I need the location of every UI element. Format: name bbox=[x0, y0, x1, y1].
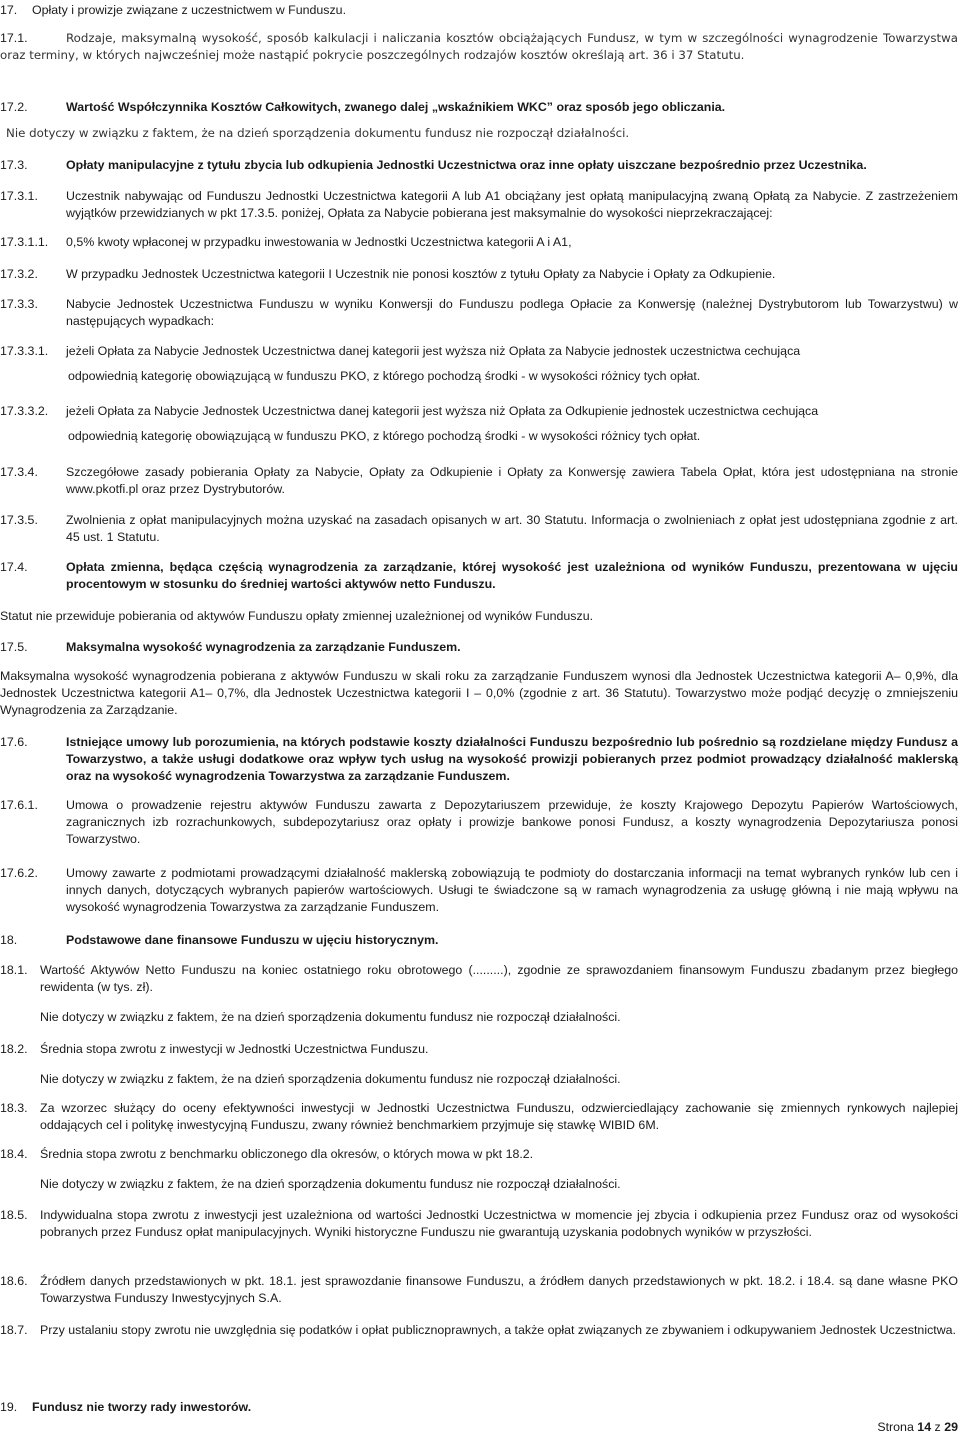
section-number: 17.2. bbox=[0, 100, 28, 114]
section-number: 17.3.4. bbox=[0, 465, 38, 479]
section-number: 18.4. bbox=[0, 1147, 28, 1161]
section-number: 18.3. bbox=[0, 1101, 28, 1115]
section-continuation: odpowiednią kategorię obowiązującą w funduszu PKO, z którego pochodzą środki - w wysokości różnicy tych opłat. bbox=[68, 429, 701, 443]
section-number: 19. bbox=[0, 1400, 18, 1414]
section-number: 17.5. bbox=[0, 640, 28, 654]
section-text: Szczegółowe zasady pobierania Opłaty za Nabycie, Opłaty za Odkupienie i Opłaty za Konwersję zawiera Tabela Opłat, która jest udostępniana na stronie www.pkotfi.pl oraz przez Dystrybutorów. bbox=[66, 465, 958, 496]
page-number: 14 bbox=[917, 1420, 932, 1434]
section-text: Źródłem danych przedstawionych w pkt. 18.1. jest sprawozdanie finansowe Funduszu, a źródłem danych przedstawionych w pkt. 18.2. i 18.4. są dane własne PKO Towarzystwa Funduszy Inwestycyjnych S.A. bbox=[40, 1274, 958, 1305]
section-number: 18.7. bbox=[0, 1323, 28, 1337]
page-separator: z bbox=[934, 1420, 941, 1434]
section-heading: Podstawowe dane finansowe Funduszu w ujęciu historycznym. bbox=[66, 933, 439, 947]
section-heading: Istniejące umowy lub porozumienia, na których podstawie koszty działalności Funduszu bezpośrednio lub pośrednio są rozdzielane między Fundusz a Towarzystwo, a także usługi dodatkowe oraz wpływ tych usług na wysokość prowizji pobieranych przez podmiot prowadzący działalność maklerską oraz na wysokość wynagrodzenia Towarzystwa za zarządzanie Funduszem. bbox=[66, 735, 958, 783]
section-text: Za wzorzec służący do oceny efektywności inwestycji w Jednostki Uczestnictwa Funduszu, odzwierciedlający zachowanie się zmiennych rynkowych najlepiej oddających cel i politykę inwestycyjną Funduszu, zwany również benchmarkiem przyjmuje się stawkę WIBID 6M. bbox=[40, 1101, 958, 1132]
page-total: 29 bbox=[944, 1420, 958, 1434]
section-number: 18.5. bbox=[0, 1208, 28, 1222]
section-text: Zwolnienia z opłat manipulacyjnych można uzyskać na zasadach opisanych w art. 30 Statutu. Informacja o zwolnieniach z opłat jest udostępniana zgodnie z art. 45 ust. 1 Statutu. bbox=[66, 513, 958, 544]
section-heading: Wartość Współczynnika Kosztów Całkowitych, zwanego dalej „wskaźnikiem WKC” oraz sposób jego obliczania. bbox=[66, 100, 726, 114]
section-heading: Fundusz nie tworzy rady inwestorów. bbox=[32, 1400, 252, 1414]
section-text: jeżeli Opłata za Nabycie Jednostek Uczestnictwa danej kategorii jest wyższa niż Opłata za Odkupienie jednostek uczestnictwa cechująca bbox=[66, 404, 819, 418]
section-number: 17.3.3. bbox=[0, 297, 38, 311]
section-note: Nie dotyczy w związku z faktem, że na dzień sporządzenia dokumentu fundusz nie rozpoczął działalności. bbox=[40, 1072, 621, 1086]
section-heading: Opłaty manipulacyjne z tytułu zbycia lub odkupienia Jednostki Uczestnictwa oraz inne opłaty uiszczane bezpośrednio przez Uczestnika. bbox=[66, 158, 867, 172]
section-number: 17.6.1. bbox=[0, 798, 38, 812]
section-number: 17.6. bbox=[0, 735, 28, 749]
section-number: 17.3. bbox=[0, 158, 28, 172]
section-text: W przypadku Jednostek Uczestnictwa kategorii I Uczestnik nie ponosi kosztów z tytułu Opłaty za Nabycie i Opłaty za Odkupienie. bbox=[66, 267, 776, 281]
section-note: Nie dotyczy w związku z faktem, że na dzień sporządzenia dokumentu fundusz nie rozpoczął działalności. bbox=[6, 126, 630, 140]
section-note: Nie dotyczy w związku z faktem, że na dzień sporządzenia dokumentu fundusz nie rozpoczął działalności. bbox=[40, 1177, 621, 1191]
section-note: Statut nie przewiduje pobierania od aktywów Funduszu opłaty zmiennej uzależnionej od wyników Funduszu. bbox=[0, 609, 594, 623]
section-number: 17.3.5. bbox=[0, 513, 38, 527]
section-number: 17.3.3.2. bbox=[0, 404, 49, 418]
section-heading: Maksymalna wysokość wynagrodzenia za zarządzanie Funduszem. bbox=[66, 640, 461, 654]
page-label: Strona bbox=[877, 1420, 914, 1434]
section-text: Umowy zawarte z podmiotami prowadzącymi działalność maklerską zobowiązują te podmioty do dostarczania informacji na temat wybranych rynków lub cen i innych danych, dotyczących wybranych papierów wartościowych. Usługi te świadczone są w ramach wynagrodzenia za usługę główną i nie mają wpływu na wysokość wynagrodzenia Towarzystwa za zarządzanie Funduszem. bbox=[66, 866, 958, 914]
section-number: 17. bbox=[0, 3, 18, 17]
section-text: jeżeli Opłata za Nabycie Jednostek Uczestnictwa danej kategorii jest wyższa niż Opłata za Nabycie jednostek uczestnictwa cechująca bbox=[66, 344, 801, 358]
section-text: Przy ustalaniu stopy zwrotu nie uwzględnia się podatków i opłat publicznoprawnych, a także opłat związanych ze zbywaniem i odkupywaniem Jednostek Uczestnictwa. bbox=[40, 1323, 956, 1337]
section-number: 18.1. bbox=[0, 963, 28, 977]
page-footer bbox=[877, 1419, 958, 1436]
section-number: 17.1. bbox=[0, 31, 28, 45]
section-number: 17.3.1.1. bbox=[0, 235, 49, 249]
section-number: 17.4. bbox=[0, 560, 28, 574]
section-number: 17.3.2. bbox=[0, 267, 38, 281]
section-continuation: odpowiednią kategorię obowiązującą w funduszu PKO, z którego pochodzą środki - w wysokości różnicy tych opłat. bbox=[68, 369, 701, 383]
section-number: 17.6.2. bbox=[0, 866, 38, 880]
section-text: Średnia stopa zwrotu z benchmarku obliczonego dla okresów, o których mowa w pkt 18.2. bbox=[40, 1147, 534, 1161]
section-number: 18.6. bbox=[0, 1274, 28, 1288]
section-text: Średnia stopa zwrotu z inwestycji w Jednostki Uczestnictwa Funduszu. bbox=[40, 1042, 429, 1056]
section-text: Rodzaje, maksymalną wysokość, sposób kalkulacji i naliczania kosztów obciążających Fundusz, w tym w szczególności wynagrodzenie Towarzystwa oraz terminy, w których najwcześniej może nastąpić pokrycie poszczególnych rodzajów kosztów określają art. 36 i 37 Statutu. bbox=[0, 31, 958, 62]
section-note: Nie dotyczy w związku z faktem, że na dzień sporządzenia dokumentu fundusz nie rozpoczął działalności. bbox=[40, 1010, 621, 1024]
section-text: Nabycie Jednostek Uczestnictwa Funduszu w wyniku Konwersji do Funduszu podlega Opłacie za Konwersję (należnej Dystrybutorom lub Towarzystwu) w następujących wypadkach: bbox=[66, 297, 958, 328]
section-heading: Opłata zmienna, będąca częścią wynagrodzenia za zarządzanie, której wysokość jest uzależniona od wyników Funduszu, prezentowana w ujęciu procentowym w stosunku do średniej wartości aktywów netto Funduszu. bbox=[66, 560, 958, 591]
section-note: Maksymalna wysokość wynagrodzenia pobierana z aktywów Funduszu w skali roku za zarządzanie Funduszem wynosi dla Jednostek Uczestnictwa kategorii A– 0,9%, dla Jednostek Uczestnictwa kategorii A1– 0,7%, dla Jednostek Uczestnictwa kategorii I – 0,0% (zgodnie z art. 36 Statutu). Towarzystwo może podjąć decyzję o zmniejszeniu Wynagrodzenia za Zarządzanie. bbox=[0, 669, 958, 717]
section-number: 18.2. bbox=[0, 1042, 28, 1056]
section-text: Wartość Aktywów Netto Funduszu na koniec ostatniego roku obrotowego (.........), zgodnie ze sprawozdaniem finansowym Funduszu zbadanym przez biegłego rewidenta (w tys. zł). bbox=[40, 963, 958, 994]
section-text: Indywidualna stopa zwrotu z inwestycji jest uzależniona od wartości Jednostki Uczestnictwa w momencie jej zbycia i odkupienia przez Fundusz oraz od wysokości pobranych przez Fundusz opłat manipulacyjnych. Wyniki historyczne Funduszu nie gwarantują uzyskania podobnych wyników w przyszłości. bbox=[40, 1208, 958, 1239]
section-number: 18. bbox=[0, 933, 18, 947]
section-number: 17.3.1. bbox=[0, 189, 38, 203]
section-heading: Opłaty i prowizje związane z uczestnictwem w Funduszu. bbox=[32, 3, 347, 17]
section-number: 17.3.3.1. bbox=[0, 344, 49, 358]
section-text: Umowa o prowadzenie rejestru aktywów Funduszu zawarta z Depozytariuszem przewiduje, że koszty Krajowego Depozytu Papierów Wartościowych, zagranicznych izb rozrachunkowych, subdepozytariusz oraz opłaty i prowizje bankowe ponosi Fundusz, a koszty wynagrodzenia Depozytariusza ponosi Towarzystwo. bbox=[66, 798, 958, 846]
section-text: 0,5% kwoty wpłaconej w przypadku inwestowania w Jednostki Uczestnictwa kategorii A i A1, bbox=[66, 235, 572, 249]
section-text: Uczestnik nabywając od Funduszu Jednostki Uczestnictwa kategorii A lub A1 obciążany jest opłatą manipulacyjną zwaną Opłatą za Nabycie. Z zastrzeżeniem wyjątków przewidzianych w pkt 17.3.5. poniżej, Opłata za Nabycie pobierana jest maksymalnie do wysokości nieprzekraczającej: bbox=[66, 189, 958, 220]
